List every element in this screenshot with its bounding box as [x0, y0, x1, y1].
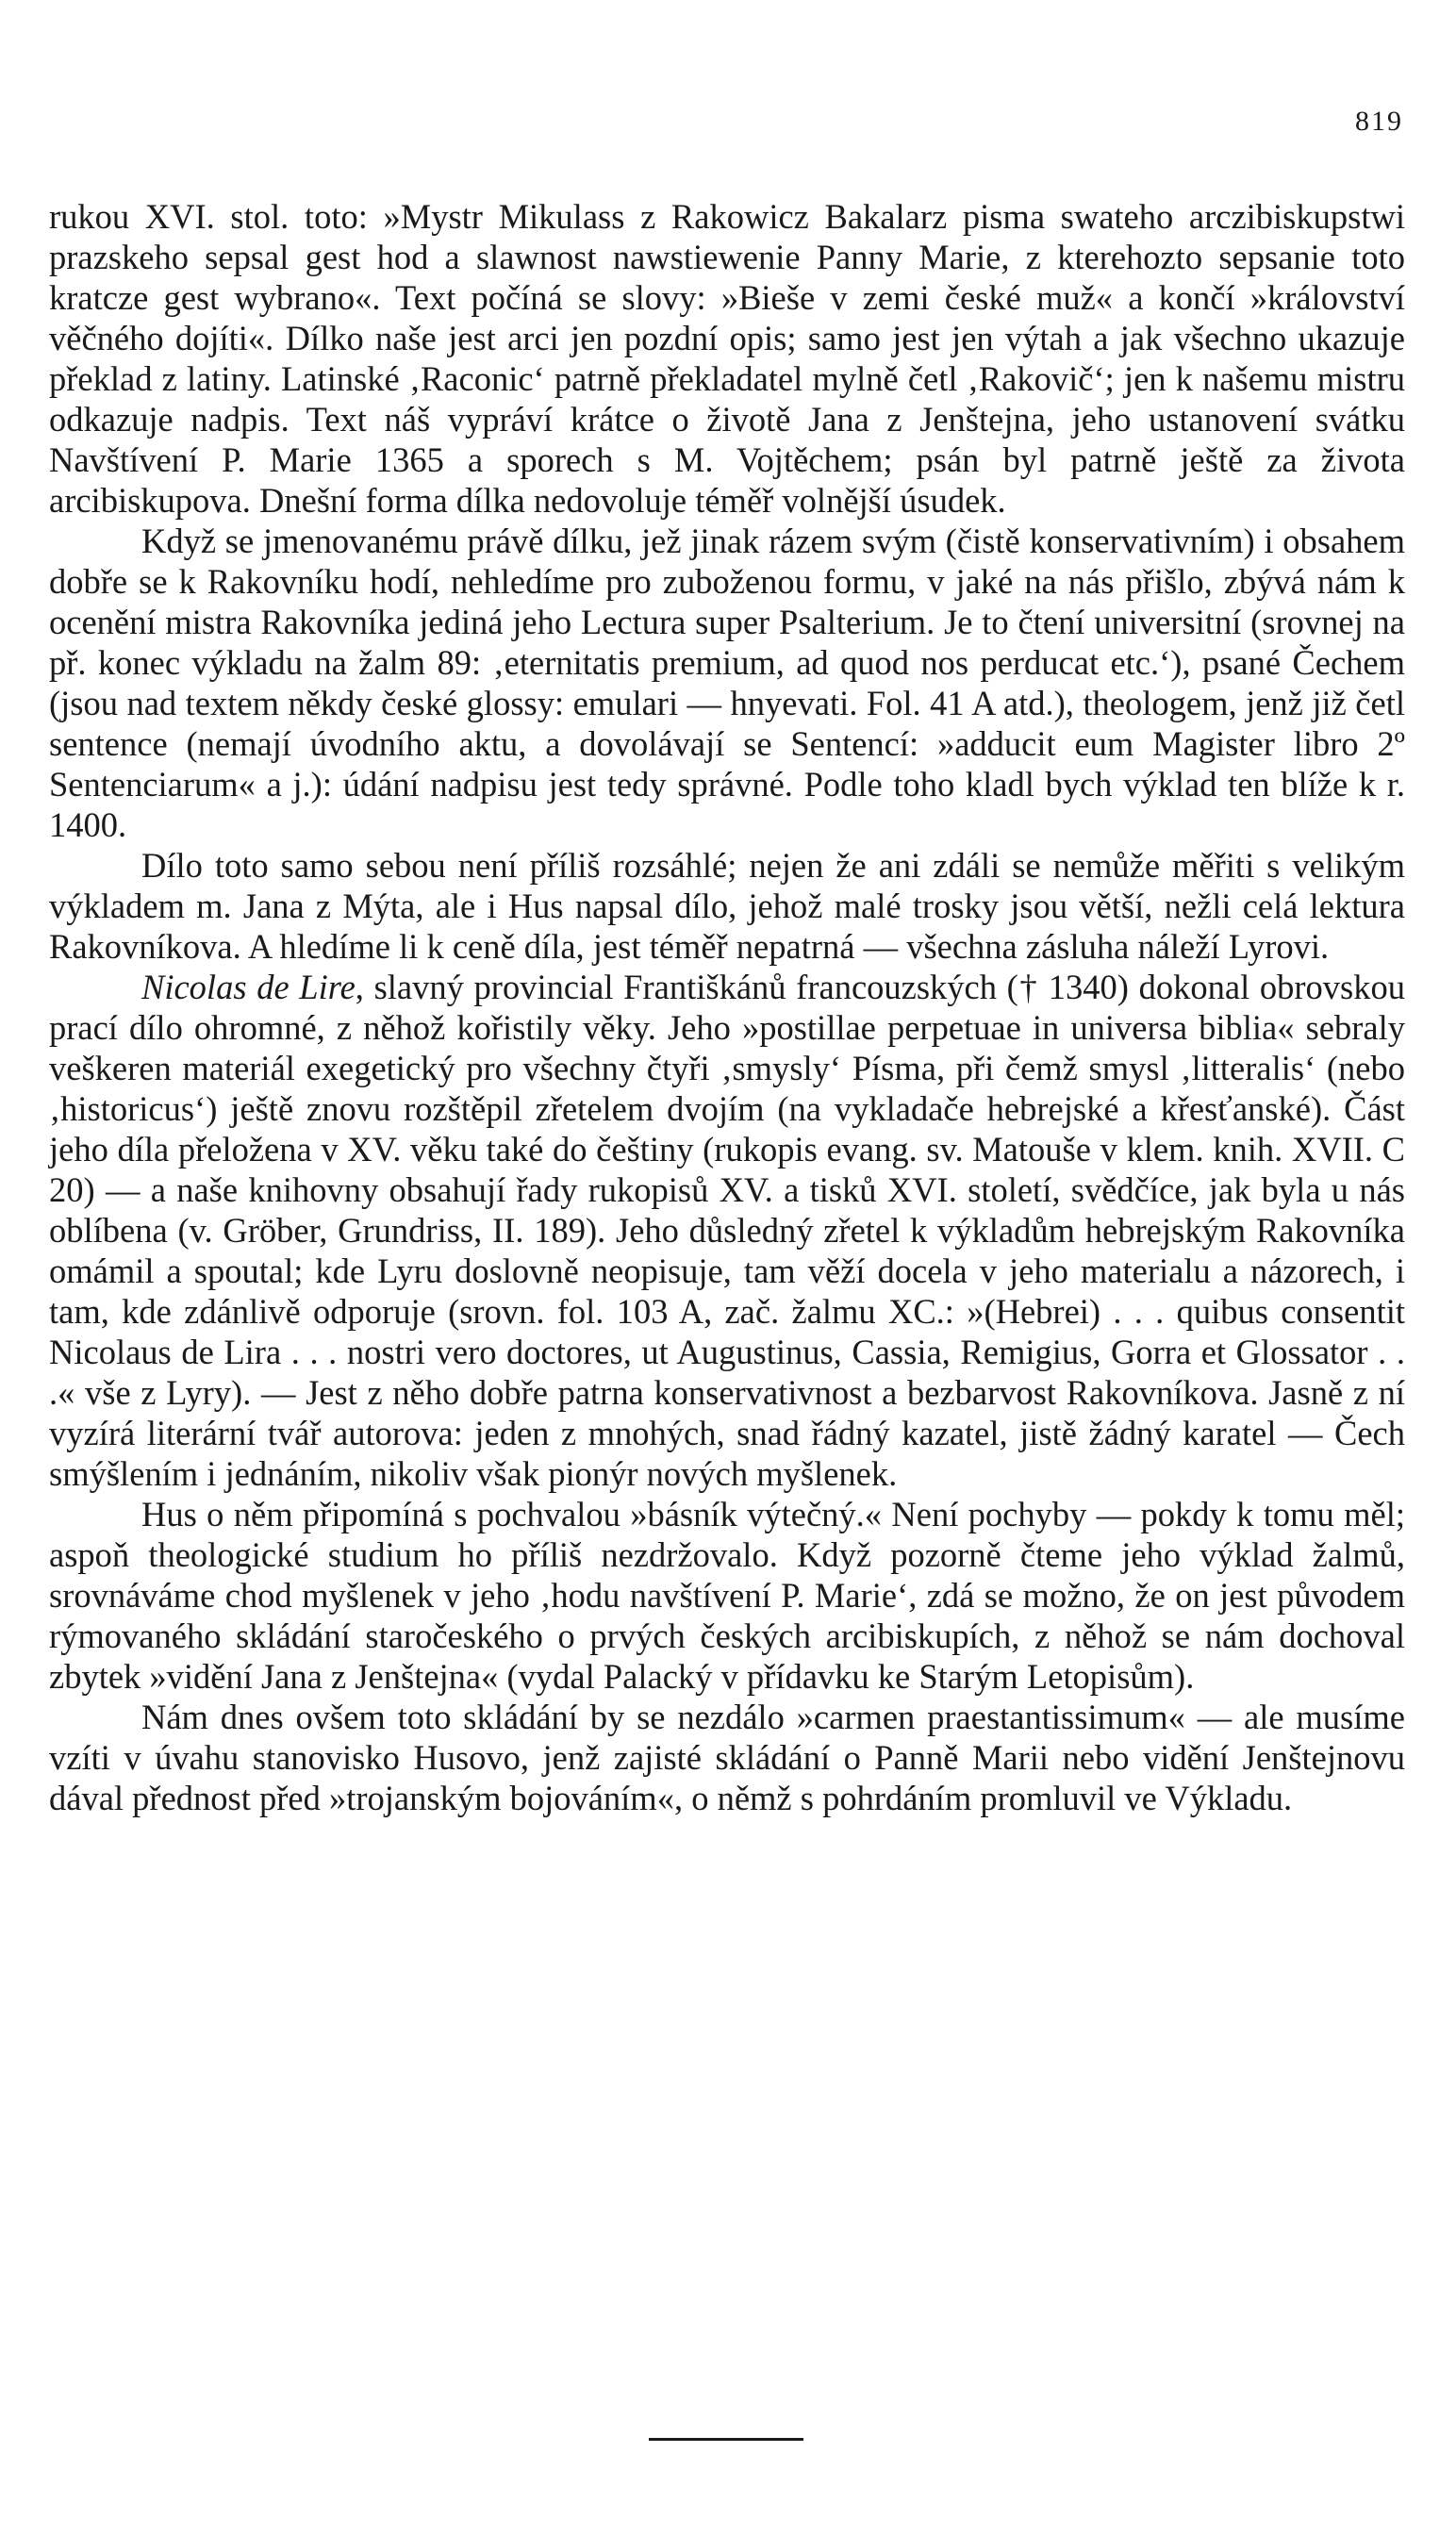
author-name-lyra: Nicolas de Lire: [141, 968, 356, 1006]
paragraph-5: Hus o něm připomíná s pochvalou »básník výtečný.« Není pochyby — pokdy k tomu měl; aspoň theologické studium ho příliš nezdržovalo. Když pozorně čteme jeho výklad žalmů, srovnáváme chod myšlenek v jeho ‚hodu navštívení P. Marie‘, zdá se možno, že on jest původem rýmovaného skládání staročeského o prvých českých arcibiskupích, z něhož se nám dochoval zbytek »vidění Jana z Jenštejna« (vydal Palacký v přídavku ke Starým Letopisům).: [49, 1495, 1405, 1696]
page-number: 819: [1355, 106, 1403, 137]
body-text: [49, 196, 1405, 1818]
paragraph-3: Dílo toto samo sebou není příliš rozsáhlé; nejen že ani zdáli se nemůže měřiti s velikým výkladem m. Jana z Mýta, ale i Hus napsal dílo, jehož malé trosky jsou větší, nežli celá lektura Rakovníkova. A hledíme li k ceně díla, jest téměř nepatrná — všechna zásluha náleží Lyrovi.: [49, 846, 1405, 966]
paragraph-4: [49, 967, 1405, 1494]
paragraph-1: rukou XVI. stol. toto: »Mystr Mikulass z Rakowicz Bakalarz pisma swateho arczibiskupstwi prazskeho sepsal gest hod a slawnost nawstiewenie Panny Marie, z kterehozto sepsanie toto kratcze gest wybrano«. Text počíná se slovy: »Bieše v zemi české muž« a končí »království věčného dojíti«. Dílko naše jest arci jen pozdní opis; samo jest jen výtah a jak všechno ukazuje překlad z latiny. Latinské ‚Raconic‘ patrně překladatel mylně četl ‚Rakovič‘; jen k našemu mistru odkazuje nadpis. Text náš vypráví krátce o životě Jana z Jenštejna, jeho ustanovení svátku Navštívení P. Marie 1365 a sporech s M. Vojtěchem; psán byl patrně ještě za života arcibiskupova. Dnešní forma dílka nedovoluje téměř volnější úsudek.: [49, 197, 1405, 520]
paragraph-6: Nám dnes ovšem toto skládání by se nezdálo »carmen praestantissimum« — ale musíme vzíti v úvahu stanovisko Husovo, jenž zajisté skládání o Panně Marii nebo vidění Jenštejnovu dával přednost před »trojanským bojováním«, o němž s pohrdáním promluvil ve Výkladu.: [49, 1698, 1405, 1817]
paragraph-2: Když se jmenovanému právě dílku, jež jinak rázem svým (čistě konservativním) i obsahem dobře se k Rakovníku hodí, nehledíme pro zuboženou formu, v jaké na nás přišlo, zbývá nám k ocenění mistra Rakovníka jediná jeho Lectura super Psalterium. Je to čtení universitní (srovnej na př. konec výkladu na žalm 89: ‚eternitatis premium, ad quod nos perducat etc.‘), psané Čechem (jsou nad textem někdy české glossy: emulari — hnyevati. Fol. 41 A atd.), theologem, jenž již četl sentence (nemají úvodního aktu, a dovolávají se Sentencí: »adducit eum Magister libro 2º Sentenciarum« a j.): údání nadpisu jest tedy správné. Podle toho kladl bych výklad ten blíže k r. 1400.: [49, 522, 1405, 844]
section-end-rule: [649, 2438, 803, 2441]
paragraph-4-text: , slavný provincial Františkánů francouzských († 1340) dokonal obrovskou prací dílo ohromné, z něhož kořistily věky. Jeho »postillae perpetuae in universa biblia« sebraly veškeren materiál exegetický pro všechny čtyři ‚smysly‘ Písma, při čemž smysl ‚litteralis‘ (nebo ‚historicus‘) ještě znovu rozštěpil zřetelem dvojím (na vykladače hebrejské a křesťanské). Část jeho díla přeložena v XV. věku také do češtiny (rukopis evang. sv. Matouše v klem. knih. XVII. C 20) — a naše knihovny obsahují řady rukopisů XV. a tisků XVI. století, svědčíce, jak byla u nás oblíbena (v. Gröber, Grundriss, II. 189). Jeho důsledný zřetel k výkladům hebrejským Rakovníka omámil a spoutal; kde Lyru doslovně neopisuje, tam věží docela v jeho materialu a názorech, i tam, kde zdánlivě odporuje (srovn. fol. 103 A, zač. žalmu XC.: »(Hebrei) . . . quibus consentit Nicolaus de Lira . . . nostri vero doctores, ut Augustinus, Cassia, Remigius, Gorra et Glossator . . .« vše z Lyry). — Jest z něho dobře patrna konservativnost a bezbarvost Rakovníkova. Jasně z ní vyzírá literární tvář autorova: jeden z mnohých, snad řádný kazatel, jistě žádný karatel — Čech smýšlením i jednáním, nikoliv však pionýr nových myšlenek.: [49, 968, 1405, 1493]
